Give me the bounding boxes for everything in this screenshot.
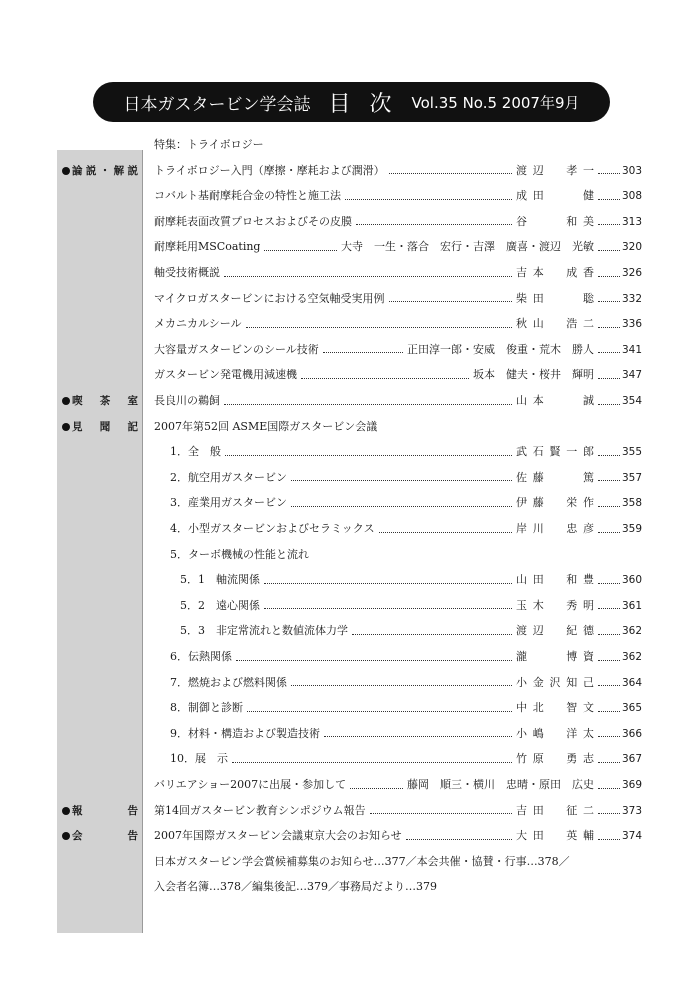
entry-author: 大寺 一生・落合 宏行・吉澤 廣喜・渡辺 光敏 (341, 240, 594, 254)
toc-entry[interactable] (154, 388, 642, 414)
entry-title: トライボロジー入門（摩擦・摩耗および潤滑） (154, 163, 385, 177)
toc-heading: 目 次 (328, 91, 398, 117)
leader-dots (379, 532, 512, 533)
leader-dots (224, 404, 512, 405)
entry-page: 364 (622, 676, 643, 689)
entry-page: 373 (622, 804, 643, 817)
category-label (62, 798, 138, 824)
toc-entry[interactable] (154, 183, 642, 209)
entry-title: 9．材料・構造および製造技術 (170, 726, 320, 740)
entry-page: 313 (622, 215, 643, 228)
leader-dots (598, 480, 620, 481)
category-label (62, 414, 138, 440)
entry-page: 362 (622, 625, 643, 638)
category-text (72, 158, 138, 184)
leader-dots (598, 608, 620, 609)
volume-issue: Vol.35 No.5 2007年9月 (411, 93, 580, 112)
entry-title: 5．3 非定常流れと数値流体力学 (180, 624, 348, 638)
entry-page: 359 (622, 523, 643, 535)
entry-author: 玉木 秀明 (516, 598, 594, 612)
leader-dots (598, 583, 620, 584)
leader-dots (598, 352, 620, 353)
entry-title: 1．全 般 (170, 445, 221, 459)
leader-dots (247, 711, 512, 712)
toc-entry[interactable] (170, 542, 642, 568)
leader-dots (598, 762, 620, 763)
category-char: ・ (99, 164, 111, 177)
entry-author: 秋山 浩二 (516, 317, 594, 331)
entry-author: 谷 和美 (516, 214, 594, 228)
entry-title: 大容量ガスタービンのシール技術 (154, 342, 319, 356)
conference-heading: 2007年第52回 ASME国際ガスタービン会議 (154, 419, 378, 433)
category-char: 室 (127, 395, 138, 407)
leader-dots (389, 173, 512, 174)
toc-entry[interactable] (180, 567, 642, 593)
category-char: 説 (85, 164, 97, 177)
toc-entry[interactable] (180, 618, 642, 644)
leader-dots (598, 788, 620, 789)
leader-dots (232, 762, 512, 763)
entry-page: 308 (622, 190, 643, 203)
leader-dots (352, 634, 512, 635)
category-char: 茶 (99, 395, 111, 407)
entry-title: 2007年国際ガスタービン会議東京大会のお知らせ (154, 829, 402, 843)
category-char: 告 (127, 804, 138, 817)
category-label (62, 823, 138, 849)
entry-title: バリエアショー2007に出展・参加して (154, 778, 347, 791)
entry-page: 360 (622, 574, 643, 587)
leader-dots (598, 685, 620, 686)
entry-title: 5．ターボ機械の性能と流れ (170, 547, 309, 561)
journal-header (93, 82, 610, 122)
leader-dots (598, 736, 620, 737)
entry-author: 竹原 勇志 (516, 752, 594, 766)
entry-author: 中北 智文 (516, 701, 594, 715)
entry-page: 366 (622, 727, 643, 740)
toc-entry[interactable] (154, 158, 642, 184)
toc-entry[interactable] (170, 644, 642, 670)
category-char: 説 (127, 164, 138, 177)
entry-title: 5．2 遠心関係 (180, 598, 260, 612)
special-feature-title: 特集：トライボロジー (154, 138, 264, 151)
entry-title: 耐摩耗表面改質プロセスおよびその皮膜 (154, 214, 352, 228)
entry-title: 4．小型ガスタービンおよびセラミックス (170, 522, 375, 535)
entry-author: 成田 健 (516, 189, 594, 203)
entry-title: 10．展 示 (170, 752, 228, 766)
entry-author: 正田淳一郎・安威 俊重・荒木 勝人 (407, 342, 594, 356)
category-char: 会 (72, 830, 83, 843)
entry-title: マイクロガスタービンにおける空気軸受実用例 (154, 291, 385, 305)
leader-dots (291, 480, 512, 481)
notice-line: 日本ガスタービン学会賞候補募集のお知らせ…377／本会共催・協賛・行事…378／ (154, 854, 570, 868)
leader-dots (236, 660, 512, 661)
leader-dots (291, 685, 512, 686)
entry-author: 山田 和豊 (516, 573, 594, 587)
leader-dots (324, 736, 512, 737)
category-text (72, 798, 138, 824)
entry-author: 渡辺 孝一 (516, 163, 594, 177)
toc-entry[interactable] (154, 337, 642, 363)
leader-dots (225, 455, 512, 456)
toc-entry[interactable] (154, 772, 642, 798)
entry-author: 大田 英輔 (516, 829, 594, 843)
entry-page: 358 (622, 497, 643, 510)
leader-dots (598, 173, 620, 174)
leader-dots (301, 378, 469, 379)
toc-entry[interactable] (180, 593, 642, 619)
entry-author: 佐藤 篤 (516, 470, 594, 484)
leader-dots (264, 250, 337, 251)
leader-dots (598, 711, 620, 712)
category-char: 聞 (99, 420, 111, 433)
entry-author: 伊藤 栄作 (516, 496, 594, 510)
entry-page: 336 (622, 318, 643, 331)
entry-author: 藤岡 順三・横川 忠晴・原田 広史 (407, 778, 594, 791)
leader-dots (264, 608, 512, 609)
entry-page: 320 (622, 241, 643, 254)
entry-title: メカニカルシール (154, 317, 242, 331)
entry-author: 吉田 征二 (516, 803, 594, 817)
entry-title: 7．燃焼および燃料関係 (170, 675, 287, 689)
category-text (72, 388, 138, 414)
entry-page: 357 (622, 471, 643, 484)
entry-title: ガスタービン発電機用減速機 (154, 368, 297, 382)
leader-dots (598, 404, 620, 405)
bullet-icon (62, 423, 70, 431)
category-char: 報 (72, 804, 83, 817)
leader-dots (598, 199, 620, 200)
entry-author: 柴田 聡 (516, 291, 594, 305)
toc-entry[interactable] (154, 209, 642, 235)
bullet-icon (62, 167, 70, 175)
leader-dots (406, 839, 512, 840)
toc-entry[interactable] (154, 286, 642, 312)
toc-entry[interactable] (170, 490, 642, 516)
category-char: 見 (72, 420, 83, 433)
leader-dots (598, 455, 620, 456)
leader-dots (598, 250, 620, 251)
leader-dots (598, 301, 620, 302)
entry-page: 347 (622, 369, 643, 382)
leader-dots (356, 224, 512, 225)
entry-author: 小嶋 洋太 (516, 726, 594, 740)
leader-dots (598, 532, 620, 533)
entry-title: 8．制御と診断 (170, 701, 243, 715)
toc-entry[interactable] (170, 516, 642, 542)
entry-page: 369 (622, 779, 643, 791)
leader-dots (598, 839, 620, 840)
category-label (62, 158, 138, 184)
toc-entry[interactable] (154, 823, 642, 849)
leader-dots (598, 813, 620, 814)
entry-page: 361 (622, 599, 643, 612)
leader-dots (291, 506, 512, 507)
category-char: 論 (72, 164, 83, 177)
leader-dots (370, 813, 512, 814)
entry-page: 365 (622, 702, 643, 715)
entry-page: 326 (622, 267, 643, 279)
toc-entry[interactable] (170, 670, 642, 696)
toc-entry[interactable] (154, 798, 642, 824)
toc-entry[interactable] (170, 439, 642, 465)
entry-title: 6．伝熱関係 (170, 650, 232, 663)
entry-page: 362 (622, 651, 643, 663)
toc-entry[interactable] (154, 260, 642, 286)
entry-title: 5．1 軸流関係 (180, 573, 260, 587)
entry-page: 303 (622, 164, 643, 177)
bullet-icon (62, 832, 70, 840)
toc-entry[interactable] (154, 362, 642, 388)
category-char: 解 (113, 164, 125, 177)
entry-page: 332 (622, 292, 643, 305)
leader-dots (598, 327, 620, 328)
leader-dots (598, 224, 620, 225)
toc-entry[interactable] (170, 721, 642, 747)
entry-author: 瀧 博資 (516, 650, 594, 663)
leader-dots (598, 276, 620, 277)
entry-title: 耐摩耗用MSCoating (154, 240, 261, 254)
category-text (72, 823, 138, 849)
entry-author: 武石賢一郎 (516, 445, 594, 459)
entry-author: 小金沢知己 (516, 675, 594, 689)
category-char: 告 (127, 830, 138, 843)
leader-dots (264, 583, 512, 584)
leader-dots (345, 199, 512, 200)
category-char: 喫 (72, 395, 83, 407)
entry-title: 2．航空用ガスタービン (170, 470, 287, 484)
entry-title: 長良川の鵜飼 (154, 394, 220, 407)
toc-entry[interactable] (154, 311, 642, 337)
toc-entry[interactable] (154, 234, 642, 260)
entry-page: 355 (622, 446, 643, 459)
category-text (72, 414, 138, 440)
leader-dots (323, 352, 403, 353)
entry-title: 軸受技術概説 (154, 266, 220, 279)
toc-entry[interactable] (170, 465, 642, 491)
leader-dots (350, 788, 403, 789)
toc-entry[interactable] (170, 746, 642, 772)
entry-title: コバルト基耐摩耗合金の特性と施工法 (154, 189, 341, 203)
category-char: 記 (127, 420, 138, 433)
leader-dots (598, 634, 620, 635)
category-label (62, 388, 138, 414)
toc-entry[interactable] (170, 695, 642, 721)
leader-dots (224, 276, 512, 277)
entry-title: 第14回ガスタービン教育シンポジウム報告 (154, 803, 366, 817)
entry-page: 341 (622, 343, 643, 356)
entry-author: 山本 誠 (516, 394, 594, 407)
entry-page: 354 (622, 395, 643, 407)
leader-dots (389, 301, 512, 302)
bullet-icon (62, 807, 70, 815)
leader-dots (598, 506, 620, 507)
bullet-icon (62, 397, 70, 405)
journal-title: 日本ガスタービン学会誌 (123, 94, 311, 115)
notice-line: 入会者名簿…378／編集後記…379／事務局だより…379 (154, 880, 437, 894)
leader-dots (598, 660, 620, 661)
entry-author: 吉本 成香 (516, 266, 594, 279)
leader-dots (598, 378, 620, 379)
entry-page: 374 (622, 830, 643, 843)
entry-author: 坂本 健夫・桜井 輝明 (473, 368, 594, 382)
entry-title: 3．産業用ガスタービン (170, 496, 287, 510)
leader-dots (246, 327, 512, 328)
entry-author: 渡辺 紀德 (516, 624, 594, 638)
entry-page: 367 (622, 753, 643, 766)
entry-author: 岸川 忠彦 (516, 522, 594, 535)
